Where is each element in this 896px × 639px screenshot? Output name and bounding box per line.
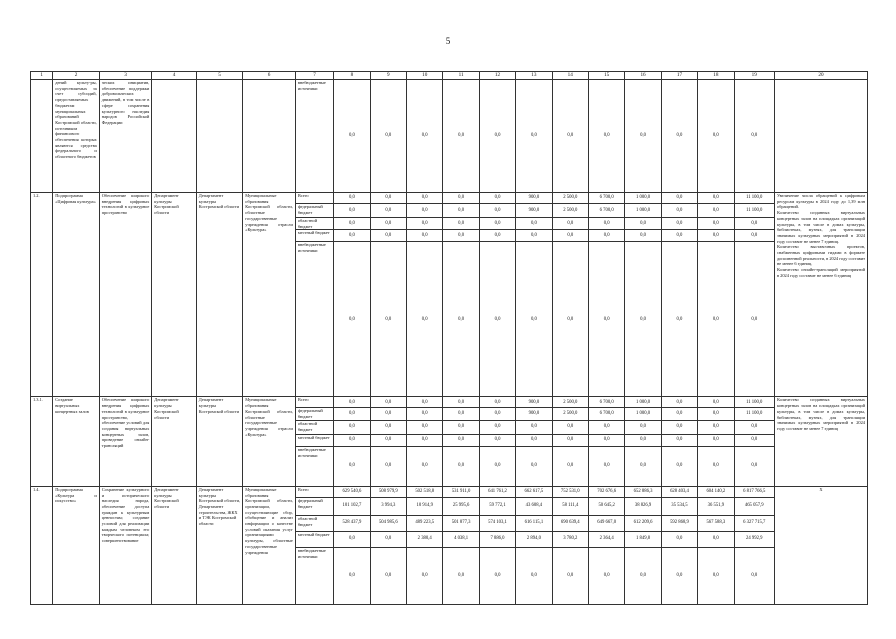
event-description: Сохранение культурного и исторического наследия народа, обеспечение доступа граждан к культурным ценностям; создание условий для реализации каждым человеком его творческого потенциала; совершенствование [99,486,152,604]
value-cell: 0,0 [588,218,624,230]
value-cell: 0,0 [661,547,697,604]
value-cell: 2 500,0 [552,408,588,420]
responsible-customer: Департамент культуры Костромской области [152,486,196,604]
header-cell: 5 [196,72,243,80]
header-cell: 2 [53,72,100,80]
value-cell: 508 979,9 [370,486,406,497]
value-cell: 0,0 [370,446,406,486]
value-cell: 11 100,0 [734,204,774,218]
value-cell: 0,0 [698,434,734,446]
value-cell: 0,0 [370,230,406,242]
header-cell: 14 [552,72,588,80]
value-cell: 0,0 [625,230,661,242]
expected-result: X [774,486,867,604]
value-cell: 0,0 [698,408,734,420]
value-cell: 0,0 [443,446,479,486]
value-cell: 0,0 [479,193,515,204]
page-number: 5 [445,36,451,46]
recipient [243,80,296,193]
event-description: Обеспечение широкого внедрения цифровых технологий в культурное пространство, обеспечение условий для создания виртуальных концертных залов, проведение онлайн-трансляций [99,397,152,486]
value-cell: 0,0 [588,547,624,604]
value-cell: 0,0 [698,547,734,604]
header-cell: 19 [734,72,774,80]
value-cell: 0,0 [479,434,515,446]
value-cell: 0,0 [552,80,588,193]
value-cell: 0,0 [552,230,588,242]
header-cell: 12 [479,72,515,80]
funding-source: Всего [295,193,333,204]
value-cell: 528 437,9 [334,515,370,531]
value-cell: 0,0 [552,446,588,486]
value-cell: 6 700,0 [588,397,624,408]
value-cell: 0,0 [443,242,479,397]
value-cell: 592 868,9 [661,515,697,531]
value-cell: 0,0 [479,80,515,193]
value-cell: 1 000,0 [625,204,661,218]
header-cell: 3 [99,72,152,80]
value-cell: 604 140,2 [698,486,734,497]
header-cell: 13 [516,72,552,80]
funding-source: областной бюджет [295,515,333,531]
value-cell: 0,0 [698,420,734,434]
value-cell: 11 100,0 [734,408,774,420]
value-cell: 2 894,0 [516,531,552,547]
value-cell: 25 995,6 [443,497,479,515]
header-cell: 15 [588,72,624,80]
funding-source: Всего [295,397,333,408]
value-cell: 567 588,3 [698,515,734,531]
value-cell: 502 518,8 [407,486,443,497]
funding-source: федеральный бюджет [295,497,333,515]
value-cell: 0,0 [443,408,479,420]
value-cell: 0,0 [334,230,370,242]
value-cell: 2 380,4 [407,531,443,547]
value-cell: 0,0 [443,193,479,204]
value-cell: 35 534,5 [661,497,697,515]
header-cell: 18 [698,72,734,80]
value-cell: 0,0 [334,420,370,434]
value-cell: 0,0 [479,242,515,397]
value-cell: 0,0 [407,408,443,420]
value-cell: 0,0 [334,446,370,486]
expected-result: Увеличение числа обращений к цифровым ресурсам культуры в 2024 году до 1,39 млн обращений. Количество созданных виртуальных концертных залов на площадках организаций культуры, в том числе в домах культуры, библиотеках, музеях, для трансляции значимых культурных мероприятий в 2024 году составит не менее 7 единиц. Количество выставочных проектов, снабженных цифровыми гидами в формате дополненной реальности, в 2024 году составит не менее 6 единиц. Количество онлайн-трансляций мероприятий в 2024 году составит не менее 6 единиц [774,193,867,397]
budget-table [30,71,868,605]
funding-source: внебюджетные источники [295,80,333,193]
value-cell: 0,0 [625,446,661,486]
row-number: 1.3.1. [31,397,53,486]
value-cell: 0,0 [407,397,443,408]
value-cell: 0,0 [479,408,515,420]
value-cell: 0,0 [698,242,734,397]
value-cell: 0,0 [625,242,661,397]
header-cell: 6 [243,72,296,80]
table-row [31,486,868,497]
value-cell: 0,0 [661,242,697,397]
value-cell: 2 500,0 [552,204,588,218]
program-name: Подпрограмма «Цифровая культура» [53,193,100,397]
value-cell: 0,0 [661,204,697,218]
value-cell: 0,0 [661,218,697,230]
value-cell: 0,0 [552,218,588,230]
header-cell: 1 [31,72,53,80]
funding-source: федеральный бюджет [295,408,333,420]
value-cell: 38 826,9 [625,497,661,515]
expected-result [774,80,867,193]
value-cell: 0,0 [479,218,515,230]
header-cell: 20 [774,72,867,80]
value-cell: 652 886,3 [625,486,661,497]
value-cell: 0,0 [734,230,774,242]
row-number: 1.2. [31,193,53,397]
value-cell: 0,0 [407,204,443,218]
value-cell: 0,0 [516,218,552,230]
header-cell: 4 [152,72,196,80]
value-cell: 702 676,6 [588,486,624,497]
coexecutor: Департамент культуры Костромской области, Департамент строительства, ЖКХ и ТЭК Костромской области [196,486,243,604]
value-cell: 0,0 [334,547,370,604]
value-cell: 0,0 [661,193,697,204]
funding-source: областной бюджет [295,420,333,434]
value-cell: 629 540,6 [334,486,370,497]
value-cell: 2 500,0 [552,193,588,204]
value-cell: 0,0 [625,80,661,193]
value-cell: 0,0 [334,242,370,397]
value-cell: 0,0 [516,230,552,242]
value-cell: 0,0 [334,80,370,193]
value-cell: 0,0 [698,397,734,408]
value-cell: 0,0 [661,434,697,446]
value-cell: 0,0 [734,218,774,230]
value-cell: 0,0 [625,547,661,604]
value-cell: 0,0 [334,408,370,420]
value-cell: 0,0 [552,434,588,446]
coexecutor [196,80,243,193]
value-cell: 11 100,0 [734,193,774,204]
value-cell: 504 985,6 [370,515,406,531]
value-cell: 465 057,9 [734,497,774,515]
value-cell: 0,0 [516,434,552,446]
funding-source: областной бюджет [295,218,333,230]
value-cell: 0,0 [334,397,370,408]
value-cell: 0,0 [443,218,479,230]
value-cell: 6 700,0 [588,193,624,204]
value-cell: 0,0 [407,230,443,242]
header-cell: 17 [661,72,697,80]
expected-result: Количество созданных виртуальных концертных залов на площадках организаций культуры, в том числе в домах культуры, библиотеках, музеях, для трансляции значимых культурных мероприятий в 2024 году составит не менее 7 единиц [774,397,867,486]
value-cell: 900,0 [516,408,552,420]
value-cell: 0,0 [334,204,370,218]
value-cell: 0,0 [588,230,624,242]
program-name: дений культу-ры, осуществляемых за счет субсидий, предоставляемых бюджетам муниципальных образований Костромской области, источником финансового обеспечения которых являются средства федерального и областного бюджетов [53,80,100,193]
value-cell: 6 700,0 [588,204,624,218]
value-cell: 0,0 [698,230,734,242]
value-cell: 6 327 715,7 [734,515,774,531]
funding-source: местный бюджет [295,531,333,547]
value-cell: 3 780,2 [552,531,588,547]
value-cell: 489 223,5 [407,515,443,531]
value-cell: 0,0 [443,204,479,218]
responsible-customer: Департамент культуры Костромской области [152,193,196,397]
value-cell: 0,0 [661,408,697,420]
row-number: 1.4. [31,486,53,604]
header-cell: 10 [407,72,443,80]
header-row [31,72,868,80]
value-cell: 0,0 [479,230,515,242]
value-cell: 0,0 [516,420,552,434]
value-cell: 0,0 [661,80,697,193]
value-cell: 0,0 [516,446,552,486]
value-cell: 0,0 [698,446,734,486]
value-cell: 0,0 [698,80,734,193]
value-cell: 0,0 [370,420,406,434]
value-cell: 900,0 [516,397,552,408]
value-cell: 0,0 [625,434,661,446]
value-cell: 1 000,0 [625,193,661,204]
funding-source: внебюджетные источники [295,242,333,397]
value-cell: 0,0 [443,230,479,242]
value-cell: 10 914,9 [407,497,443,515]
value-cell: 2 364,4 [588,531,624,547]
value-cell: 612 209,6 [625,515,661,531]
value-cell: 501 877,3 [443,515,479,531]
event-description: Обеспечение широкого внедрения цифровых технологий в культурное пространство [99,193,152,397]
program-name: Подпрограмма «Культура и искусство» [53,486,100,604]
value-cell: 11 100,0 [734,397,774,408]
coexecutor: Департамент культуры Костромской области [196,397,243,486]
value-cell: 900,0 [516,204,552,218]
value-cell: 0,0 [443,80,479,193]
value-cell: 0,0 [588,446,624,486]
value-cell: 0,0 [734,420,774,434]
value-cell: 43 608,4 [516,497,552,515]
value-cell: 0,0 [370,547,406,604]
value-cell: 616 115,1 [516,515,552,531]
value-cell: 0,0 [698,218,734,230]
value-cell: 0,0 [661,230,697,242]
value-cell: 0,0 [698,204,734,218]
funding-source: внебюджетные источники [295,446,333,486]
value-cell: 0,0 [370,531,406,547]
value-cell: 662 617,5 [516,486,552,497]
row-number [31,80,53,193]
value-cell: 0,0 [588,434,624,446]
value-cell: 0,0 [370,408,406,420]
value-cell: 0,0 [443,420,479,434]
recipient: Муниципальные образования Костромской области, областные государственные учреждения отрасли «Культура» [243,397,296,486]
header-cell: 11 [443,72,479,80]
value-cell: 0,0 [625,218,661,230]
value-cell: 0,0 [516,242,552,397]
value-cell: 900,0 [516,193,552,204]
value-cell: 0,0 [734,242,774,397]
value-cell: 0,0 [734,446,774,486]
table-row [31,397,868,408]
value-cell: 752 531,0 [552,486,588,497]
value-cell: 2 500,0 [552,397,588,408]
value-cell: 0,0 [698,193,734,204]
value-cell: 0,0 [479,397,515,408]
value-cell: 0,0 [661,420,697,434]
header-cell: 7 [295,72,333,80]
value-cell: 0,0 [370,218,406,230]
value-cell: 0,0 [698,531,734,547]
value-cell: 0,0 [407,446,443,486]
value-cell: 24 992,9 [734,531,774,547]
value-cell: 574 103,1 [479,515,515,531]
value-cell: 628 403,4 [661,486,697,497]
value-cell: 0,0 [334,434,370,446]
coexecutor: Департамент культуры Костромской области [196,193,243,397]
value-cell: 0,0 [370,193,406,204]
value-cell: 0,0 [588,420,624,434]
value-cell: 6 700,0 [588,408,624,420]
value-cell: 0,0 [552,547,588,604]
funding-source: внебюджетные источники [295,547,333,604]
value-cell: 0,0 [661,397,697,408]
value-cell: 0,0 [552,420,588,434]
value-cell: 649 667,0 [588,515,624,531]
value-cell: 0,0 [661,531,697,547]
value-cell: 0,0 [479,420,515,434]
value-cell: 50 645,2 [588,497,624,515]
value-cell: 0,0 [661,446,697,486]
header-cell: 8 [334,72,370,80]
responsible-customer: Департамент культуры Костромской области [152,397,196,486]
event-description: ческих инициатив, обеспечение поддержки добровольческих движений, в том числе в сфере сохранения культурного наследия народов Российской Федерации [99,80,152,193]
value-cell: 0,0 [407,434,443,446]
responsible-customer [152,80,196,193]
value-cell: 4 038,1 [443,531,479,547]
value-cell: 0,0 [443,547,479,604]
funding-source: федеральный бюджет [295,204,333,218]
funding-source: Всего [295,486,333,497]
value-cell: 1 849,8 [625,531,661,547]
recipient: Муниципальные образования Костромской области, областные государственные учреждения отрасли «Культура» [243,193,296,397]
value-cell: 0,0 [407,242,443,397]
value-cell: 0,0 [588,242,624,397]
funding-source: местный бюджет [295,434,333,446]
value-cell: 0,0 [407,193,443,204]
value-cell: 0,0 [370,397,406,408]
value-cell: 0,0 [443,397,479,408]
value-cell: 0,0 [588,80,624,193]
value-cell: 0,0 [443,434,479,446]
value-cell: 0,0 [370,204,406,218]
value-cell: 0,0 [334,218,370,230]
table-row [31,80,868,193]
value-cell: 0,0 [734,434,774,446]
value-cell: 690 639,4 [552,515,588,531]
value-cell: 59 772,1 [479,497,515,515]
value-cell: 0,0 [734,547,774,604]
value-cell: 531 911,0 [443,486,479,497]
value-cell: 7 886,0 [479,531,515,547]
value-cell: 0,0 [334,531,370,547]
value-cell: 0,0 [479,547,515,604]
value-cell: 0,0 [516,547,552,604]
header-cell: 9 [370,72,406,80]
value-cell: 0,0 [479,446,515,486]
value-cell: 0,0 [370,242,406,397]
value-cell: 0,0 [407,420,443,434]
header-cell: 16 [625,72,661,80]
funding-source: местный бюджет [295,230,333,242]
value-cell: 0,0 [370,80,406,193]
recipient: Муниципальные образования Костромской области, организации, осуществляющие сбор, обобщение и анализ информации о качестве условий оказания услуг организациями культуры, областные государственные учреждения [243,486,296,604]
value-cell: 58 111,4 [552,497,588,515]
value-cell: 1 000,0 [625,397,661,408]
value-cell: 101 102,7 [334,497,370,515]
value-cell: 0,0 [734,80,774,193]
value-cell: 1 000,0 [625,408,661,420]
value-cell: 641 761,2 [479,486,515,497]
table-row [31,193,868,204]
value-cell: 0,0 [407,218,443,230]
value-cell: 36 551,9 [698,497,734,515]
value-cell: 0,0 [407,80,443,193]
value-cell: 0,0 [334,193,370,204]
value-cell: 3 994,3 [370,497,406,515]
value-cell: 0,0 [625,420,661,434]
value-cell: 0,0 [552,242,588,397]
value-cell: 6 817 766,5 [734,486,774,497]
value-cell: 0,0 [516,80,552,193]
value-cell: 0,0 [370,434,406,446]
value-cell: 0,0 [407,547,443,604]
value-cell: 0,0 [479,204,515,218]
program-name: Создание виртуальных концертных залов [53,397,100,486]
